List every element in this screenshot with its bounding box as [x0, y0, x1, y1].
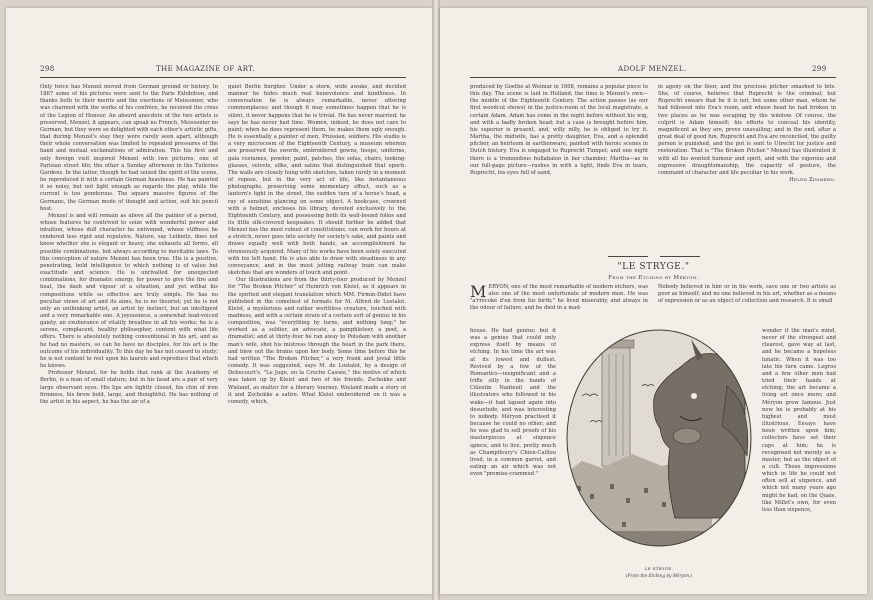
figure-credit: (From the Etching by Méryon.) — [625, 573, 693, 578]
etching-scene — [562, 326, 756, 562]
paragraph: Menzel is and will remain as above all the painter of a period, whose features he contrived to seize with wonderful power and intuition, whose dull character he enlivened, whose stiffness he rendered less rigid and repulsive. Nature, say Leibnitz, does not know whether she is elegant or heavy, she exhausts all forms, all possible combinations, but always according to inevitable laws. To this conception of nature Menzel has been true. His is a positive, penetrating, bold intelligence to which nothing is of value but exactitude and science. He is unrivalled for unexpected combinations, for dramatic energy, for power to give the fire and heat, the dash and vigour of a situation, and yet withal his compositions while so effective are truly simple. He has no peculiar views of art and its aims, he is no theorist; yet he is not only an unthinking artist, an artist by instinct, but an intelligent and a very remarkable one. A joyousness, a somewhat lead-voiced gaiety, an exuberance of vitality breathes in all his works; he is a serene, complacent, healthy philosopher, content with what life offers. There is absolutely nothing conventional in his art, and as he had no masters, so can he have no disciples, for his art is the outcome of his individuality. To this day he has not ceased to study; he is not content to rest upon his laurels and reproduce that which he knows. — [40, 212, 218, 370]
right-running-title: ADOLF MENZEL. — [618, 65, 687, 73]
right-column-1 — [470, 84, 648, 244]
right-column-2 — [658, 84, 836, 244]
paragraph: house. He had genius; but it was a genius that could only express itself by means of etching. In his time the art was at its lowest and dullest. Revived by a few of the Romantics—insignificant and a trifle silly in the hands of Célestin Nanteuil and the illustrators who followed in his wake—it had lapsed again into desuetude, and was interesting to nobody. Méryon practised it because he could no other; and he was glad to sell proofs of his masterpieces at sixpence apiece, and to live, pretty much as Champfleury's Chien-Caillou lived, in a common garret, and eating an air which was not even "premise-crammed." — [470, 328, 556, 478]
section-rule-left — [608, 256, 648, 257]
left-column-1 — [40, 84, 218, 584]
right-page-number: 299 — [812, 65, 827, 73]
paragraph: in agony on the floor, and the precious pitcher smashed to bits. She, of course, believes that Ruprecht is the criminal; but Ruprecht swears that he it is not, but some other man, whom he had followed into Eva's room, and whose head he had broken in two places as he was escaping by the window. Of course, the culprit is Adam himself; his efforts to conceal his identity, magnificent as they are, prove unavailing; and in the end, after a great deal of good fun, Ruprecht and Eva are reconciled, the guilty person is punished, and the pot is sent to Utrecht for justice and restoration. That is "The Broken Pitcher." Menzel has illustrated it with all his wonted humour and spirit, and with the vigorous and expressive draughtsmanship, the capacity of gesture, the command of character and life peculiar to his work. — [658, 84, 836, 176]
right-header-rule — [470, 77, 836, 78]
right-page — [440, 8, 867, 594]
left-header-rule — [40, 77, 406, 78]
left-running-title: THE MAGAZINE OF ART. — [156, 65, 255, 73]
article-column-1 — [470, 328, 556, 576]
left-page — [6, 8, 432, 594]
le-stryge-etching — [562, 326, 756, 562]
book-gutter — [432, 0, 440, 600]
article-lead-column-1 — [470, 284, 648, 324]
paragraph: produced by Goethe at Weimar in 1808, remains a popular piece to this day. The scene is laid in Holland; the time is Menzel's own—the middle of the Eighteenth Century. The action passes (as our first woodcut shows) in the justice-room of the local magistrate, a certain Adam. Adam has come in the night before without his wig, and with a badly broken head; but a case is brought before him, his superior is present, and, willy nilly, he is obliged to try it. Martha, the midwife, has a pretty daughter, Eva, and a splendid pitcher, an heirloom in earthenware, painted with heroic scenes in Dutch history. Eva is engaged to Ruprecht Tumpel; and one night there is a tremendous hullabaloo in her chamber. Martha—as in our full-page picture—rushes in with a light, finds Eva in tears, Ruprecht, his eyes full of sand, — [470, 84, 648, 176]
article-subtitle: From the Etching by Méryon. — [608, 275, 699, 281]
paragraph: Nobody believed in him or in his work, save one or two artists as poor as himself; and no one believed in his art, whether as a means of expression or as an object of collection and research. It is small — [658, 284, 836, 305]
paragraph: Professor Menzel, for he holds that rank at the Academy of Berlin, is a man of small stature, but in his head are a pair of very large observant eyes. His lips are tightly closed, his chin of iron firmness, his brow bold, large, and thoughtful. He has nothing of the artist in his aspect, he has the air of a — [40, 370, 218, 405]
paragraph: Only twice has Menzel moved from German ground or history. In 1867 some of his pictures were sent to the Paris Exhibition, and thanks both to their merits and the exertions of Meissonier, who was charmed with the works of his confrère, he received the cross of the Legion of Honour. An absurd anecdote of the two artists is preserved. Menzel, it appears, can speak no French, Meissonier no German, but they were so delighted with each other's artistic gifts, that during Menzel's stay they were rarely seen apart, although their whole conversation was limited to repeated pressures of the hand and mutual exclamations of admiration. This his first and only foreign visit inspired Menzel with two pictures, one of Parisian street life; the other a Sunday afternoon in the Tuileries Gardens. In the latter, though he had seized the spirit of the scene, he reproduced it with a certain German heaviness. He has painted it so noisy, but not light enough as regards the play, while the current is too ponderous. The square massive figures of the Germans, the German mode of thought and action, suit his pencil best. — [40, 84, 218, 212]
paragraph: Our illustrations are from the thirty-four produced by Menzel for "The Broken Pitcher" of Heinrich von Kleist, as it appears in the spirited and elegant translation which MM. Firmin-Didot have published in the comeliest of formats for M. Alfred de Lostalot. Kleist, a mysterious and rather worthless creature, touched with madness, and with a certain strain of a certain sort of genius in his composition, was "everything by turns, and nothing long;" he worked as a soldier, an advocate, a pamphleteer, a poet, a dramatist; and at thirty-four he ran away to Potsdam with another man's wife, shot his mistress through the heart in the park there, and blew out the brains upon her body. Some time before this he had written "The Broken Pitcher," a very frank and jovial little comedy. It was suggested, says M. de Lostalot, by a design of Debucourt's, "Le Juge, ou la Cruche Cassée," the motive of which was taken up by Kleist and two of his friends, Zschokke and Wieland, as matter for a literary tourney. Wieland made a story of it and Zschokke a satire. What Kleist embroidered on it was a comedy, which, — [228, 277, 406, 405]
paragraph-text: ÉRYON, one of the most remarkable of modern etchers, was also one of the most unfortunate of modern men. He was "a'rrécoké d'en from his birth;" he lived miserably, and always in the odour of failure; and he died in a mad- — [470, 284, 648, 312]
left-page-number: 298 — [40, 65, 55, 73]
article-lead-column-2 — [658, 284, 836, 324]
author-signature: Helen Zimmern. — [789, 177, 836, 184]
paragraph: wonder if the man's mind, never of the strongest and clearest, gave way at last, and he became a hopeless lunatic. When it was too late his turn came. Legros and a few other men had tried their hands at etching; the art became a living art once more; and Méryon grew famous. Just now he is probably at his highest and most illustrious. Essays have been written upon him; collectors have set their caps at him; he is recognised not merely as a master, but as the object of a cult. Those impressions which in life he could not often sell at sixpence, and which not many years ago might be had, on the Quais, like Millet's own, for even less than sixpence, — [762, 328, 836, 513]
article-title: "LE STRYGE." — [617, 262, 690, 272]
paragraph — [470, 284, 648, 313]
left-column-2 — [228, 84, 406, 584]
drop-cap: M — [470, 284, 487, 301]
figure-caption: LE STRYGE. — [644, 566, 674, 571]
section-rule-right — [660, 256, 700, 257]
article-column-2 — [762, 328, 836, 576]
paragraph: quiet Berlin burgher. Under a stern, wide awake, and decided manner he hides much real benevolence and kindliness. In conversation he is always remarkable, never uttering commonplaces; and though it may sometimes happen that he is silent, it never happens that he is trivial. He has never married; he says he has never had time. Women, indeed, he does not care to paint; when he does represent them, he makes them ugly enough. He is essentially a painter of men, Prussian, soldiers. His studio is a very microcosm of the Eighteenth Century, a museum wherein are preserved the swords, embroidered gowns, hoops, uniforms, gala costumes, powder, paint, patches, the sofas, chairs, looking-glasses, velvets, silks, and satins that distinguished that epoch. The walls are closely hung with sketches, taken rarely in a moment of repose, but in the very act of life, like instantaneous photographs, preserving some momentary effect, such as a lantern's light in the street, the sudden turn of a horse's head, a ray of sunshine glancing on some object. A bookcase, crowned with a helmet, encloses his library, devoted exclusively to the Eighteenth Century, and possessing both its well-bound folios and its little silk-covered keepsakes. It should further be added that Menzel has the most robust of constitutions, can work for hours at a stretch, never goes into society for society's sake, and paints and draws equally well with both hands, an accomplishment he strenuously acquired. Many of his works have been solely executed with his left hand. He is also able to draw with steadiness in any conveyance, and in the most jolting railway train can make sketches that are wonders of touch and point. — [228, 84, 406, 277]
